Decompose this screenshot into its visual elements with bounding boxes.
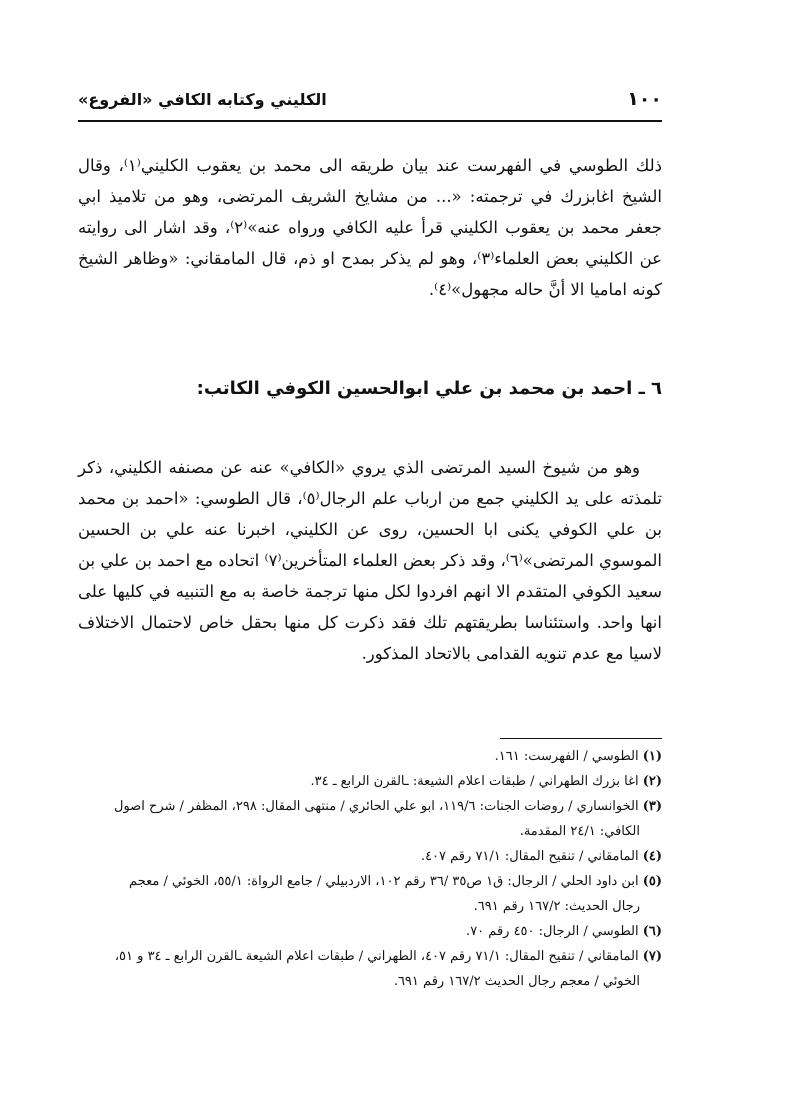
footnote-continuation: رجال الحديث: ١٦٧/٢ رقم ٦٩١. [473,899,640,914]
paragraph-2-text: وهو من شيوخ السيد المرتضى الذي يروي «الكافي» عنه عن مصنفه الكليني، ذكر تلمذته على يد الكليني جمع من ارباب علم الرجال⁽٥⁾، قال الطوسي: «احمد بن محمد بن علي الكوفي يكنى ابا الحسين، روى عن الكليني، اخبرنا عنه علي بن الحسين الموسوي المرتضى»⁽٦⁾، وقد ذكر بعض العلماء المتأخرين⁽٧⁾ اتحاده مع احمد بن علي بن سعيد الكوفي المتقدم الا انهم افردوا لكل منها ترجمة خاصة به مع التنبيه في كليها على انها واحد. واستئناسا بطريقتهم تلك فقد ذكرت كل منها بحقل خاص لاحتمال الاختلاف لاسيا مع عدم تنويه القدامى بالاتحاد المذكور. [78,458,662,663]
footnote-number: (٢) [642,774,662,789]
paragraph-2 [78,452,662,669]
footnote-text: الطوسي / الفهرست: ١٦١. [494,749,639,764]
footnote-text: الطوسي / الرجال: ٤٥٠ رقم ٧٠. [466,924,639,939]
footnote-3 [78,794,662,844]
section-heading: ٦ ـ احمد بن محمد بن علي ابوالحسين الكوفي الكاتب: [196,378,662,399]
footnote-6 [78,919,662,944]
footnote-continuation: الخوئي / معجم رجال الحديث ١٦٧/٢ رقم ٦٩١. [393,974,640,989]
footnote-divider [500,738,662,739]
header-divider [78,120,662,122]
footnote-4 [78,844,662,869]
footnote-number: (٧) [642,949,662,964]
page-number: ١٠٠ [627,88,662,110]
footnote-number: (٦) [642,924,662,939]
footnote-number: (٤) [642,849,662,864]
footnote-number: (١) [642,749,662,764]
footnote-text: الخوانساري / روضات الجنات: ١١٩/٦، ابو علي الحائري / منتهى المقال: ٢٩٨، المظفر / شرح اصول [114,799,639,814]
page-header [78,88,662,110]
footnote-7 [78,944,662,994]
footnote-text: المامقاني / تنقيح المقال: ٧١/١ رقم ٤٠٧، الطهراني / طبقات اعلام الشيعة ـالقرن الرابع ـ ٣٤ و ٥١، [114,949,639,964]
footnote-2 [78,769,662,794]
footnote-text: ابن داود الحلي / الرجال: ق١ ص٣٥ /٣٦ رقم ١٠٢، الاردبيلي / جامع الرواة: ٥٥/١، الخوئي / معجم [129,874,639,889]
footnotes [78,744,662,994]
footnote-5 [78,869,662,919]
paragraph-1-text: ذلك الطوسي في الفهرست عند بيان طريقه الى محمد بن يعقوب الكليني⁽١⁾، وقال الشيخ اغابزرك في ترجمته: «... من مشايخ الشريف المرتضى، وهو من تلاميذ ابي جعفر محمد بن يعقوب الكليني قرأ عليه الكافي ورواه عنه»⁽٢⁾، وقد اشار الى روايته عن الكليني بعض العلماء⁽٣⁾، وهو لم يذكر بمدح او ذم، قال المامقاني: «وظاهر الشيخ كونه اماميا الا أنَّ حاله مجهول»⁽٤⁾. [78,156,663,299]
footnote-continuation: الكافي: ٢٤/١ المقدمة. [519,824,640,839]
footnote-1 [78,744,662,769]
footnote-number: (٣) [642,799,662,814]
footnote-text: المامقاني / تنقيح المقال: ٧١/١ رقم ٤٠٧. [420,849,639,864]
running-title: الكليني وكتابه الكافي «الفروع» [78,89,327,109]
footnote-number: (٥) [642,874,662,889]
footnote-text: اغا بزرك الطهراني / طبقات اعلام الشيعة: ـالقرن الرابع ـ ٣٤. [310,774,639,789]
paragraph-1 [78,150,662,305]
